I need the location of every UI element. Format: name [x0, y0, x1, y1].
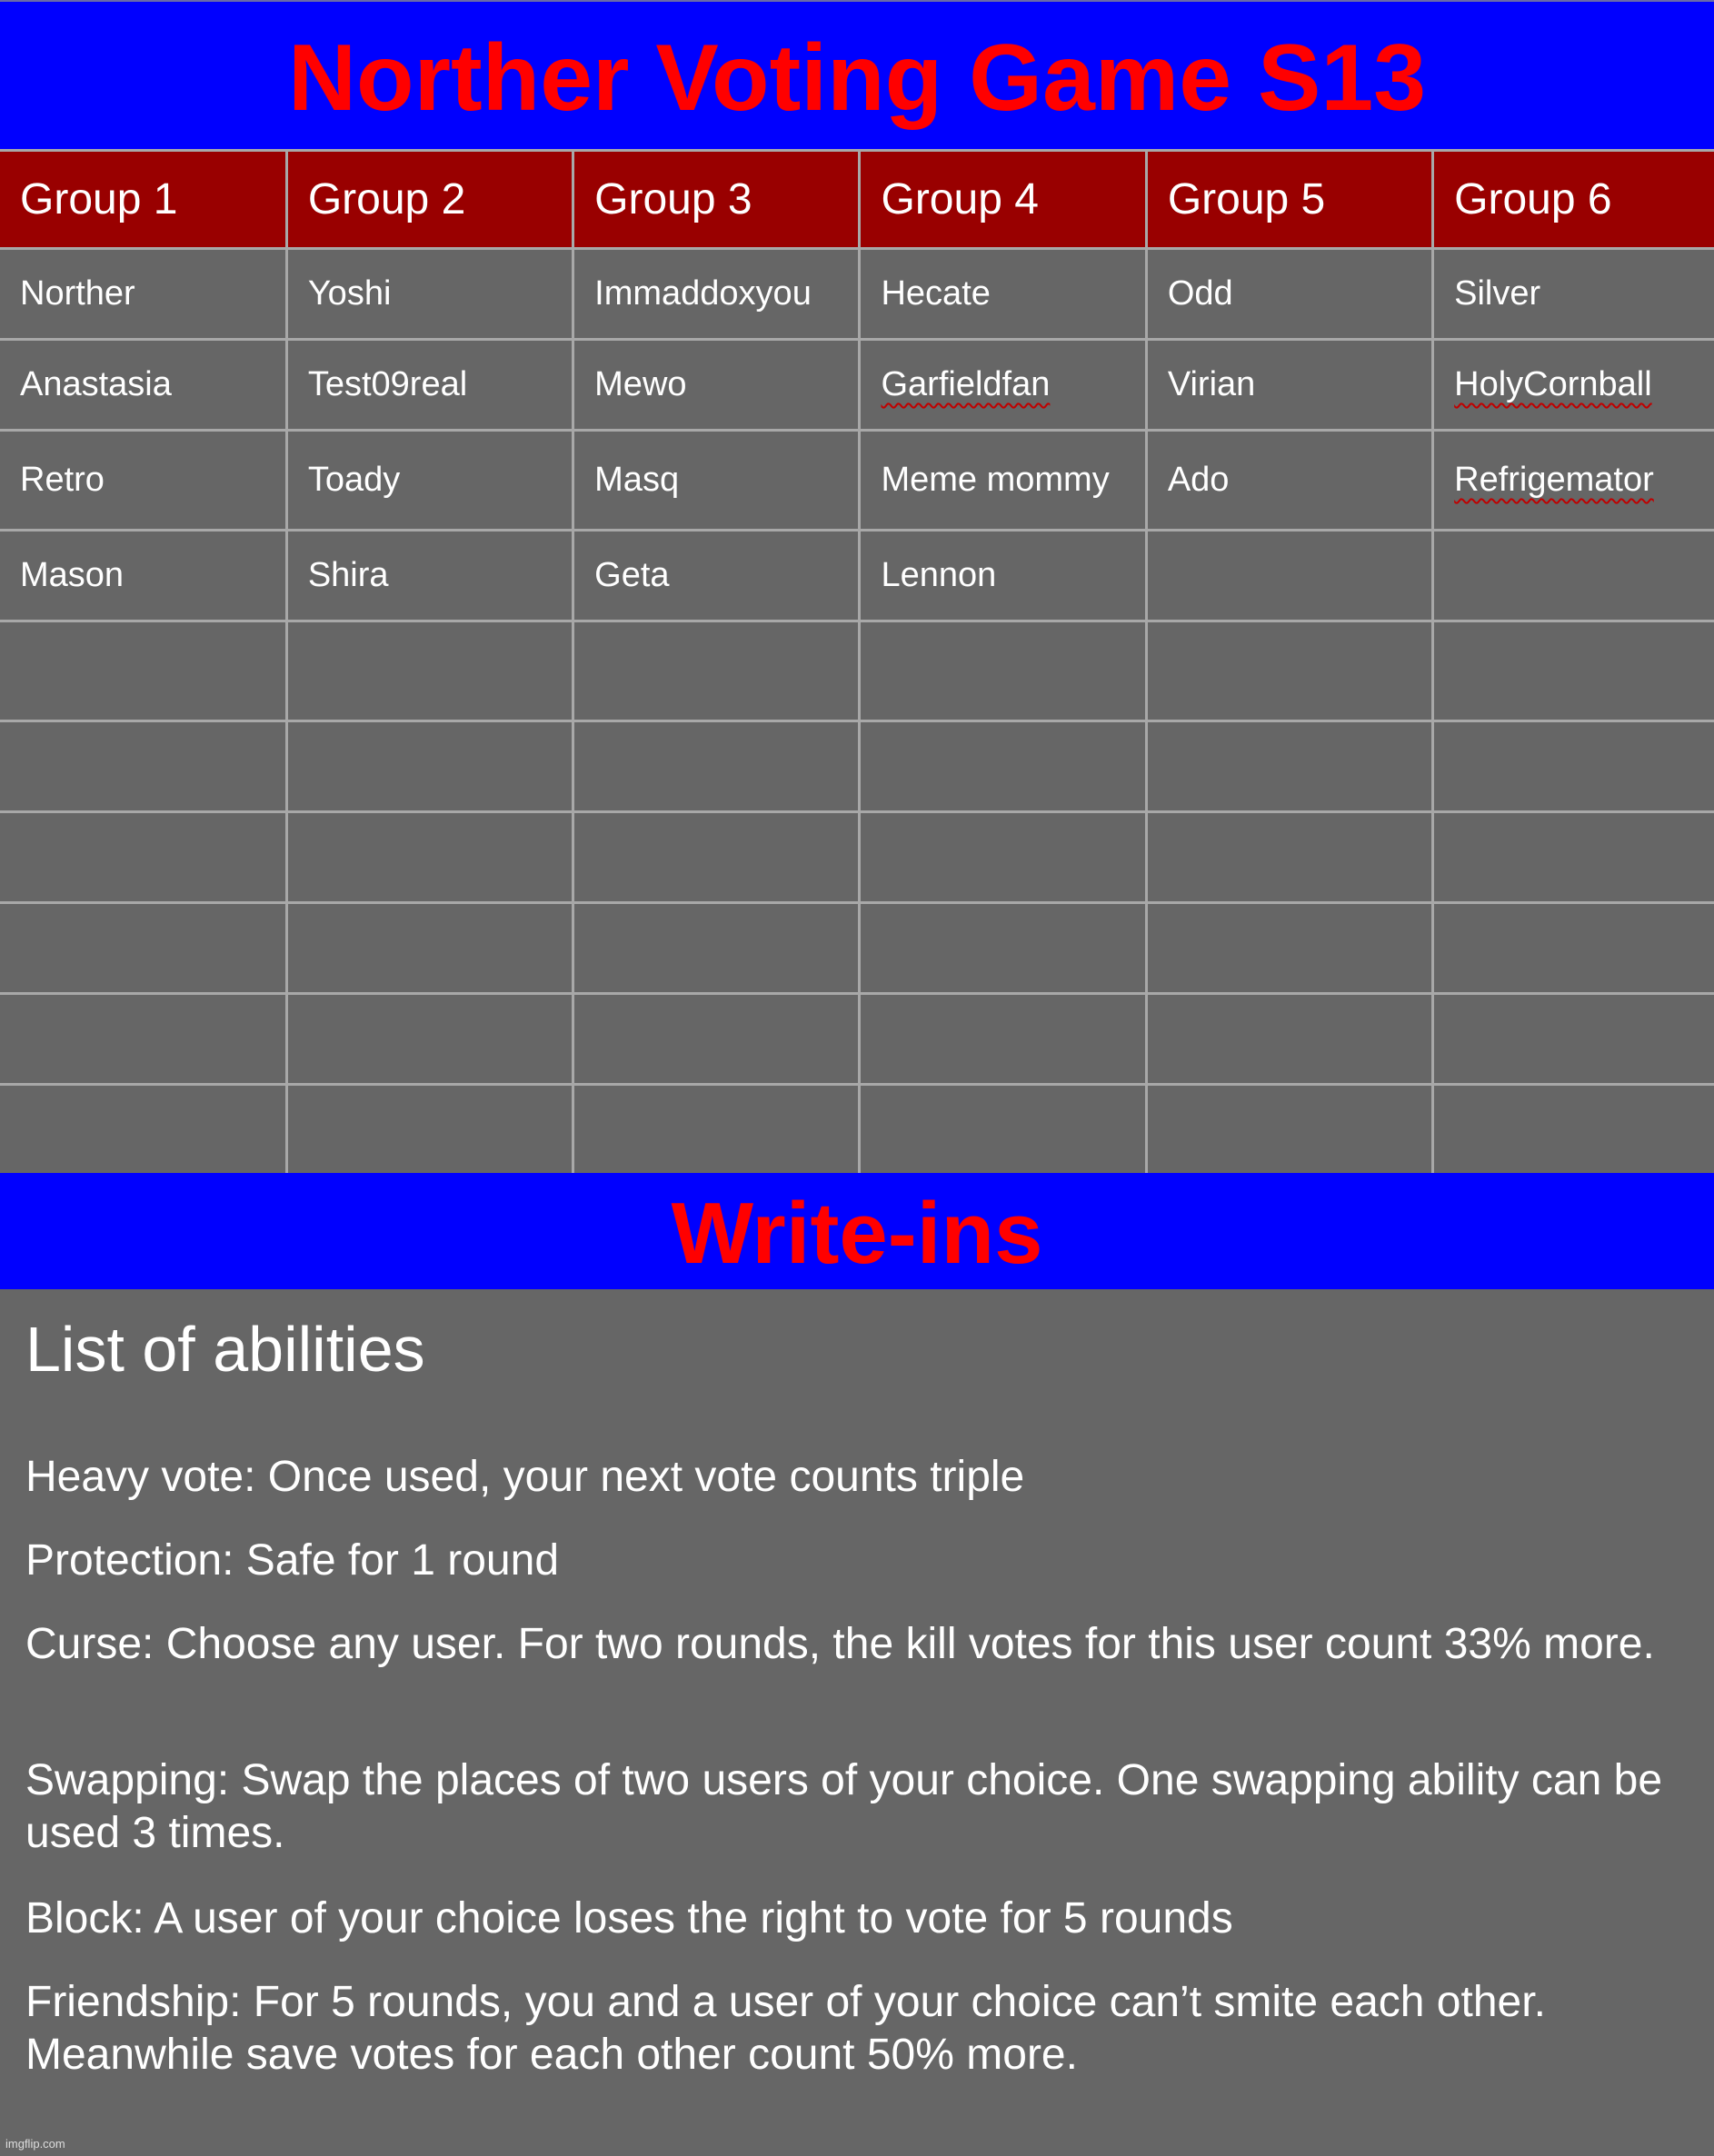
table-cell[interactable]: Norther	[0, 249, 286, 340]
table-row	[0, 621, 1714, 721]
table-cell[interactable]	[573, 994, 860, 1085]
table-cell[interactable]	[573, 721, 860, 812]
table-cell[interactable]	[1433, 531, 1714, 621]
table-cell[interactable]	[573, 621, 860, 721]
table-cell[interactable]	[860, 903, 1146, 994]
table-cell[interactable]	[1433, 903, 1714, 994]
table-cell[interactable]: Hecate	[860, 249, 1146, 340]
table-row	[0, 340, 1714, 431]
watermark: imgflip.com	[5, 2137, 65, 2151]
groups-table	[0, 149, 1714, 1176]
table-cell[interactable]: Mewo	[573, 340, 860, 431]
table-cell[interactable]	[0, 721, 286, 812]
writeins-banner	[0, 1173, 1714, 1289]
table-cell[interactable]	[1146, 812, 1432, 903]
group-header: Group 5	[1146, 151, 1432, 249]
table-row	[0, 1085, 1714, 1175]
table-cell[interactable]	[1146, 903, 1432, 994]
table-cell[interactable]	[1433, 721, 1714, 812]
table-cell[interactable]: Shira	[286, 531, 573, 621]
group-header: Group 1	[0, 151, 286, 249]
page-title: Norther Voting Game S13	[287, 25, 1427, 131]
spellcheck-underlined-text: Garfieldfan	[881, 365, 1051, 403]
ability-item: Protection: Safe for 1 round	[25, 1536, 560, 1585]
table-cell[interactable]	[286, 621, 573, 721]
table-cell[interactable]	[1146, 994, 1432, 1085]
table-cell[interactable]: Test09real	[286, 340, 573, 431]
table-cell[interactable]	[573, 903, 860, 994]
table-row	[0, 812, 1714, 903]
table-cell[interactable]	[573, 812, 860, 903]
table-cell[interactable]	[0, 1085, 286, 1175]
table-cell[interactable]	[286, 903, 573, 994]
table-row	[0, 249, 1714, 340]
table-row	[0, 531, 1714, 621]
ability-item: Swapping: Swap the places of two users of your choice. One swapping ability can be used 3 times.	[25, 1756, 1663, 1857]
table-cell[interactable]: Virian	[1146, 340, 1432, 431]
table-cell[interactable]: Odd	[1146, 249, 1432, 340]
group-header: Group 2	[286, 151, 573, 249]
table-cell[interactable]: Toady	[286, 431, 573, 531]
table-cell[interactable]	[1433, 1085, 1714, 1175]
table-cell[interactable]	[860, 621, 1146, 721]
group-header: Group 4	[860, 151, 1146, 249]
table-row	[0, 903, 1714, 994]
header-row	[0, 151, 1714, 249]
table-cell[interactable]: Masq	[573, 431, 860, 531]
table-cell[interactable]: Ado	[1146, 431, 1432, 531]
table-cell[interactable]	[1433, 431, 1714, 531]
table-cell[interactable]: Meme mommy	[860, 431, 1146, 531]
table-cell[interactable]	[1433, 994, 1714, 1085]
writeins-title: Write-ins	[671, 1185, 1043, 1282]
table-cell[interactable]	[0, 994, 286, 1085]
table-cell[interactable]	[286, 812, 573, 903]
table-cell[interactable]	[1146, 721, 1432, 812]
table-cell[interactable]	[286, 1085, 573, 1175]
table-row	[0, 431, 1714, 531]
table-cell[interactable]	[286, 721, 573, 812]
table-cell[interactable]	[0, 621, 286, 721]
table-cell[interactable]: Mason	[0, 531, 286, 621]
table-cell[interactable]	[0, 903, 286, 994]
table-cell[interactable]	[1146, 531, 1432, 621]
abilities-section	[25, 1289, 1707, 2079]
ability-item: Heavy vote: Once used, your next vote counts triple	[25, 1453, 1025, 1501]
table-cell[interactable]: Silver	[1433, 249, 1714, 340]
table-row	[0, 721, 1714, 812]
table-cell[interactable]: Anastasia	[0, 340, 286, 431]
ability-item: Friendship: For 5 rounds, you and a user of your choice can’t smite each other. Meanwhile save votes for each other count 50% more.	[25, 1978, 1546, 2079]
table-cell[interactable]	[860, 812, 1146, 903]
table-cell[interactable]	[1433, 812, 1714, 903]
group-header: Group 3	[573, 151, 860, 249]
table-cell[interactable]	[860, 340, 1146, 431]
table-cell[interactable]: Lennon	[860, 531, 1146, 621]
group-header: Group 6	[1433, 151, 1714, 249]
table-cell[interactable]	[860, 994, 1146, 1085]
ability-item: Curse: Choose any user. For two rounds, the kill votes for this user count 33% more.	[25, 1620, 1655, 1668]
table-cell[interactable]: Yoshi	[286, 249, 573, 340]
ability-item: Block: A user of your choice loses the right to vote for 5 rounds	[25, 1894, 1233, 1942]
table-row	[0, 994, 1714, 1085]
table-cell[interactable]: Immaddoxyou	[573, 249, 860, 340]
table-cell[interactable]: Geta	[573, 531, 860, 621]
table-cell[interactable]	[286, 994, 573, 1085]
table-cell[interactable]	[573, 1085, 860, 1175]
spellcheck-underlined-text: Refrigemator	[1454, 461, 1654, 499]
spellcheck-underlined-text: HolyCornball	[1454, 365, 1652, 403]
table-cell[interactable]: Retro	[0, 431, 286, 531]
table-cell[interactable]	[1433, 340, 1714, 431]
table-cell[interactable]	[1146, 621, 1432, 721]
table-cell[interactable]	[860, 721, 1146, 812]
table-cell[interactable]	[1433, 621, 1714, 721]
abilities-heading: List of abilities	[25, 1314, 425, 1385]
table-cell[interactable]	[860, 1085, 1146, 1175]
table-cell[interactable]	[0, 812, 286, 903]
title-banner	[0, 0, 1714, 149]
table-cell[interactable]	[1146, 1085, 1432, 1175]
